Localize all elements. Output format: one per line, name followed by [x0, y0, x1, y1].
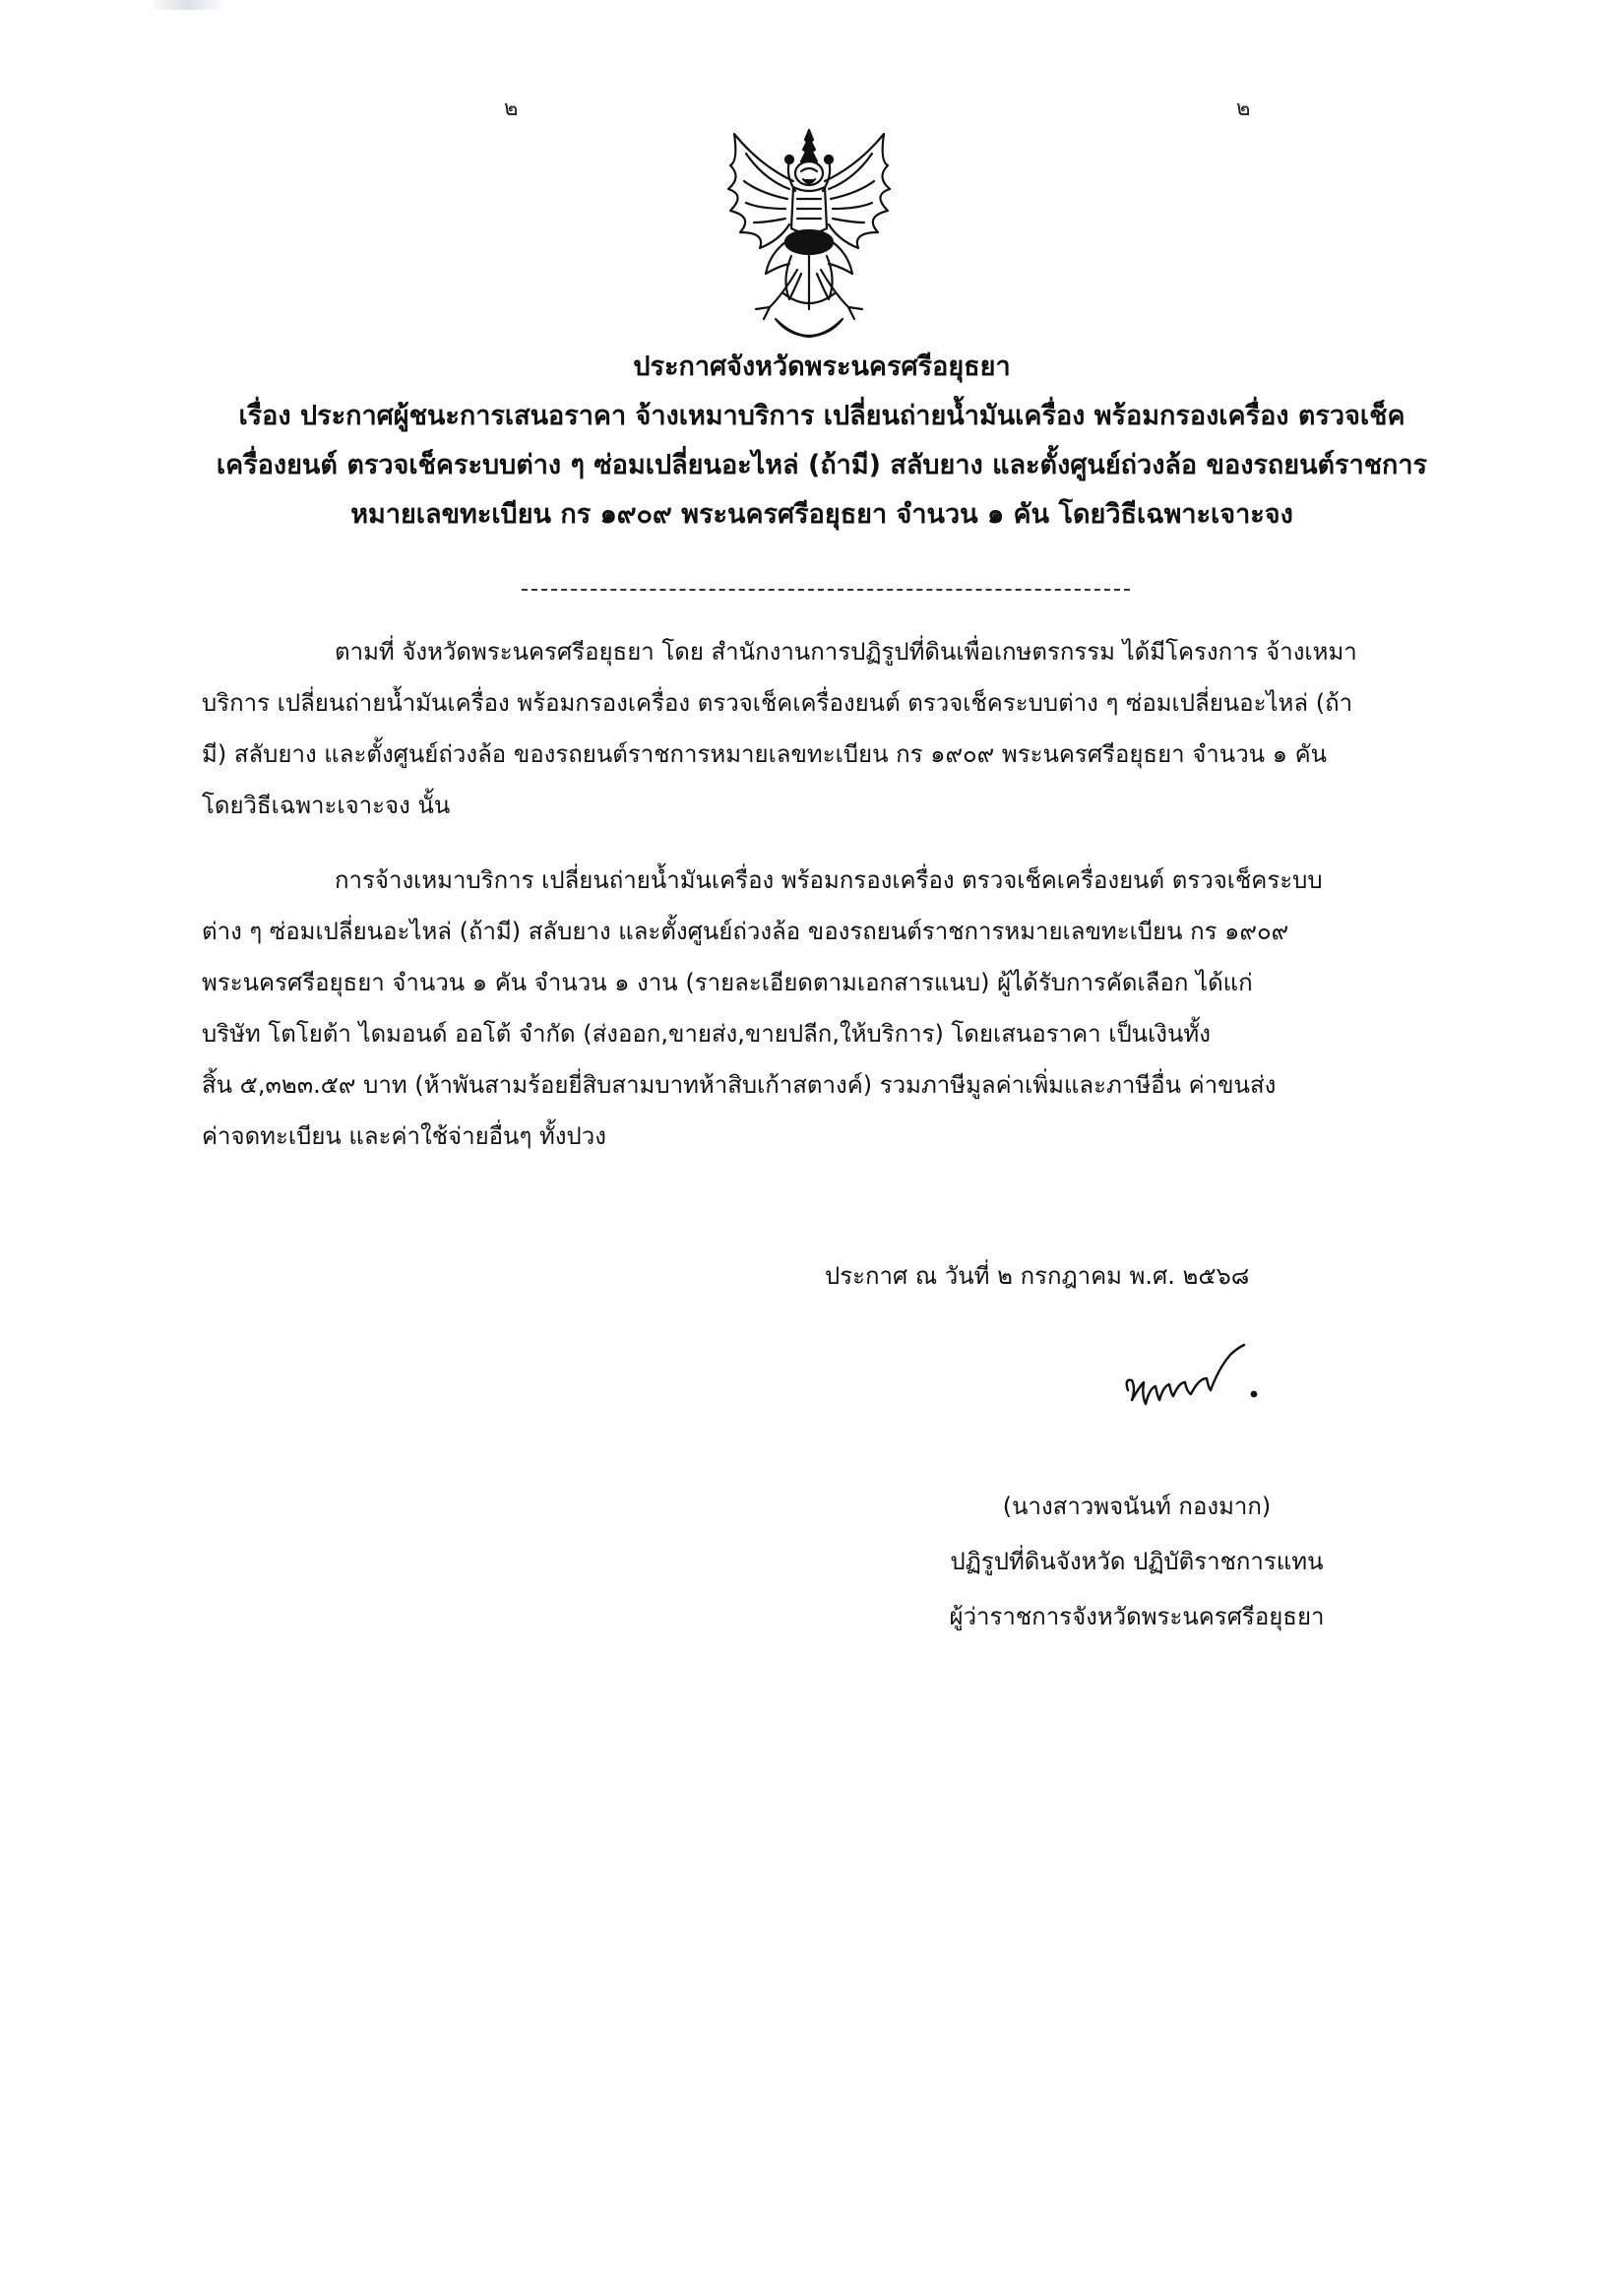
body-paragraph-2 — [202, 855, 1457, 1162]
paragraph-2-line-5: สิ้น ๕,๓๒๓.๕๙ บาท (ห้าพันสามร้อยยี่สิบสามบาทห้าสิบเก้าสตางค์) รวมภาษีมูลค่าเพิ่มและภาษีอื่น ค่าขนส่ง — [202, 1071, 1277, 1099]
title-block — [148, 343, 1496, 540]
paragraph-1-line-2: บริการ เปลี่ยนถ่ายน้ำมันเครื่อง พร้อมกรองเครื่อง ตรวจเช็คเครื่องยนต์ ตรวจเช็คระบบต่าง ๆ ซ่อมเปลี่ยนอะไหล่ (ถ้า — [202, 689, 1353, 717]
garuda-emblem-icon — [720, 126, 898, 345]
subject-line-3: หมายเลขทะเบียน กร ๑๙๐๙ พระนครศรีอยุธยา จำนวน ๑ คัน โดยวิธีเฉพาะเจาะจง — [350, 499, 1293, 530]
signer-position-1: ปฏิรูปที่ดินจังหวัด ปฏิบัติราชการแทน — [950, 1548, 1324, 1575]
paragraph-2-line-2: ต่าง ๆ ซ่อมเปลี่ยนอะไหล่ (ถ้ามี) สลับยาง และตั้งศูนย์ถ่วงล้อ ของรถยนต์ราชการหมายเลขทะเบียน กร ๑๙๐๙ — [202, 918, 1289, 945]
title-divider — [522, 589, 1130, 591]
paragraph-2-line-6: ค่าจดทะเบียน และค่าใช้จ่ายอื่นๆ ทั้งปวง — [202, 1122, 606, 1150]
page-title: ประกาศจังหวัดพระนครศรีอยุธยา — [633, 351, 1011, 382]
paragraph-1-line-4: โดยวิธีเฉพาะเจาะจง นั้น — [202, 792, 451, 819]
paragraph-2-line-4: บริษัท โตโยต้า ไดมอนด์ ออโต้ จำกัด (ส่งออก,ขายส่ง,ขายปลีก,ให้บริการ) โดยเสนอราคา เป็นเงินทั้ง — [202, 1020, 1211, 1048]
page-mark-right: ๒ — [1236, 96, 1251, 121]
signer-name: (นางสาวพจนันท์ กองมาก) — [1002, 1493, 1272, 1520]
paragraph-2-line-1: การจ้างเหมาบริการ เปลี่ยนถ่ายน้ำมันเครื่อง พร้อมกรองเครื่อง ตรวจเช็คเครื่องยนต์ ตรวจเช็คระบบ — [335, 866, 1323, 894]
signer-block — [915, 1479, 1358, 1644]
announce-date: ประกาศ ณ วันที่ ๒ กรกฎาคม พ.ศ. ๒๕๖๘ — [825, 1262, 1250, 1290]
paragraph-1-line-1: ตามที่ จังหวัดพระนครศรีอยุธยา โดย สำนักงานการปฏิรูปที่ดินเพื่อเกษตรกรรม ได้มีโครงการ จ้างเหมา — [335, 638, 1357, 666]
scan-edge-shadow — [148, 0, 226, 10]
page-mark-left: ๒ — [504, 96, 519, 121]
signature-icon — [1120, 1339, 1268, 1428]
signer-position-2: ผู้ว่าราชการจังหวัดพระนครศรีอยุธยา — [949, 1603, 1325, 1630]
body-paragraph-1 — [202, 626, 1457, 831]
subject-line-2: เครื่องยนต์ ตรวจเช็คระบบต่าง ๆ ซ่อมเปลี่ยนอะไหล่ (ถ้ามี) สลับยาง และตั้งศูนย์ถ่วงล้อ ของรถยนต์ราชการ — [216, 450, 1428, 480]
paragraph-2-line-3: พระนครศรีอยุธยา จำนวน ๑ คัน จำนวน ๑ งาน (รายละเอียดตามเอกสารแนบ) ผู้ได้รับการคัดเลือก ได้แก่ — [202, 969, 1253, 996]
paragraph-1-line-3: มี) สลับยาง และตั้งศูนย์ถ่วงล้อ ของรถยนต์ราชการหมายเลขทะเบียน กร ๑๙๐๙ พระนครศรีอยุธยา จำนวน ๑ คัน — [202, 740, 1328, 768]
subject-line-1: เรื่อง ประกาศผู้ชนะการเสนอราคา จ้างเหมาบริการ เปลี่ยนถ่ายน้ำมันเครื่อง พร้อมกรองเครื่อง ตรวจเช็ค — [238, 401, 1405, 431]
